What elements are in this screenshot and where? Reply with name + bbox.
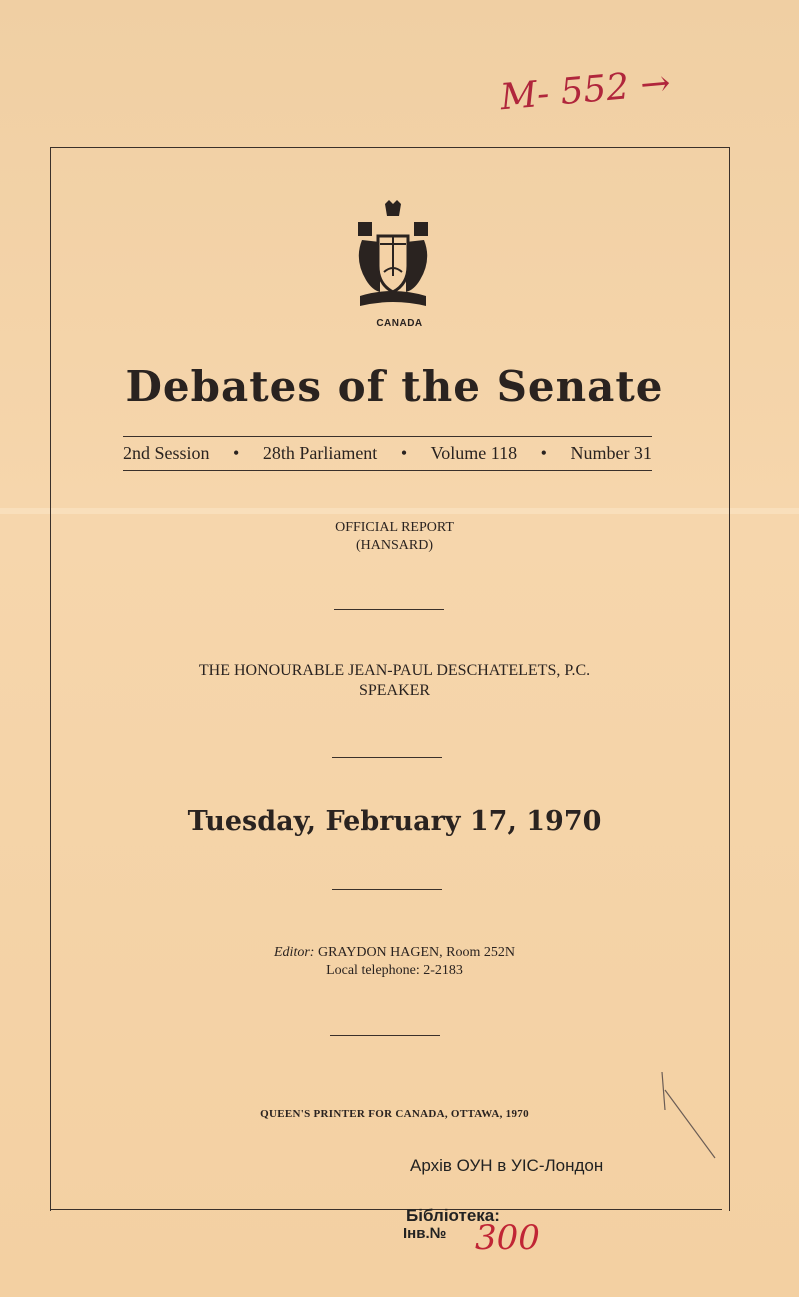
editor-telephone: Local telephone: 2-2183 [326,963,463,978]
session: 2nd Session [123,443,210,463]
inventory-number: 300 [475,1218,540,1258]
archive-stamp-line2: Бібліотека: [406,1206,500,1225]
speaker-block [0,661,789,701]
divider [334,609,444,610]
separator: • [233,443,240,463]
divider [332,889,442,890]
parliament: 28th Parliament [262,443,378,463]
editor-value: GRAYDON HAGEN, Room 252N [317,945,515,960]
session-line [123,443,652,464]
sitting-date: Tuesday, February 17, 1970 [187,806,602,837]
separator: • [540,443,547,463]
coat-of-arms-icon [352,200,434,312]
rule-top [123,436,652,437]
divider [332,757,442,758]
speaker-name: THE HONOURABLE JEAN-PAUL DESCHATELETS, P.C. [198,662,591,679]
crest-label: CANADA [376,318,423,329]
divider [330,1035,440,1036]
archive-stamp-line1: Архів ОУН в УІС-Лондон [410,1156,604,1175]
publication-title: Debates of the Senate [125,362,664,411]
report-line1: OFFICIAL REPORT [335,520,454,535]
pencil-mark [660,1070,720,1160]
separator: • [400,443,408,463]
rule-bottom [123,470,652,471]
report-label [0,519,789,555]
editor-label: Editor: [274,945,315,960]
report-line2: (HANSARD) [356,538,433,553]
speaker-role: SPEAKER [358,682,431,699]
handwritten-note: M- 552 → [498,62,673,119]
printer-line: QUEEN'S PRINTER FOR CANADA, OTTAWA, 1970 [260,1108,529,1120]
cover-frame-bottom [50,1209,722,1210]
editor-block [0,944,789,980]
archive-stamp-line3: Інв.№ [403,1225,447,1242]
number: Number 31 [570,443,652,463]
volume: Volume 118 [430,443,518,463]
